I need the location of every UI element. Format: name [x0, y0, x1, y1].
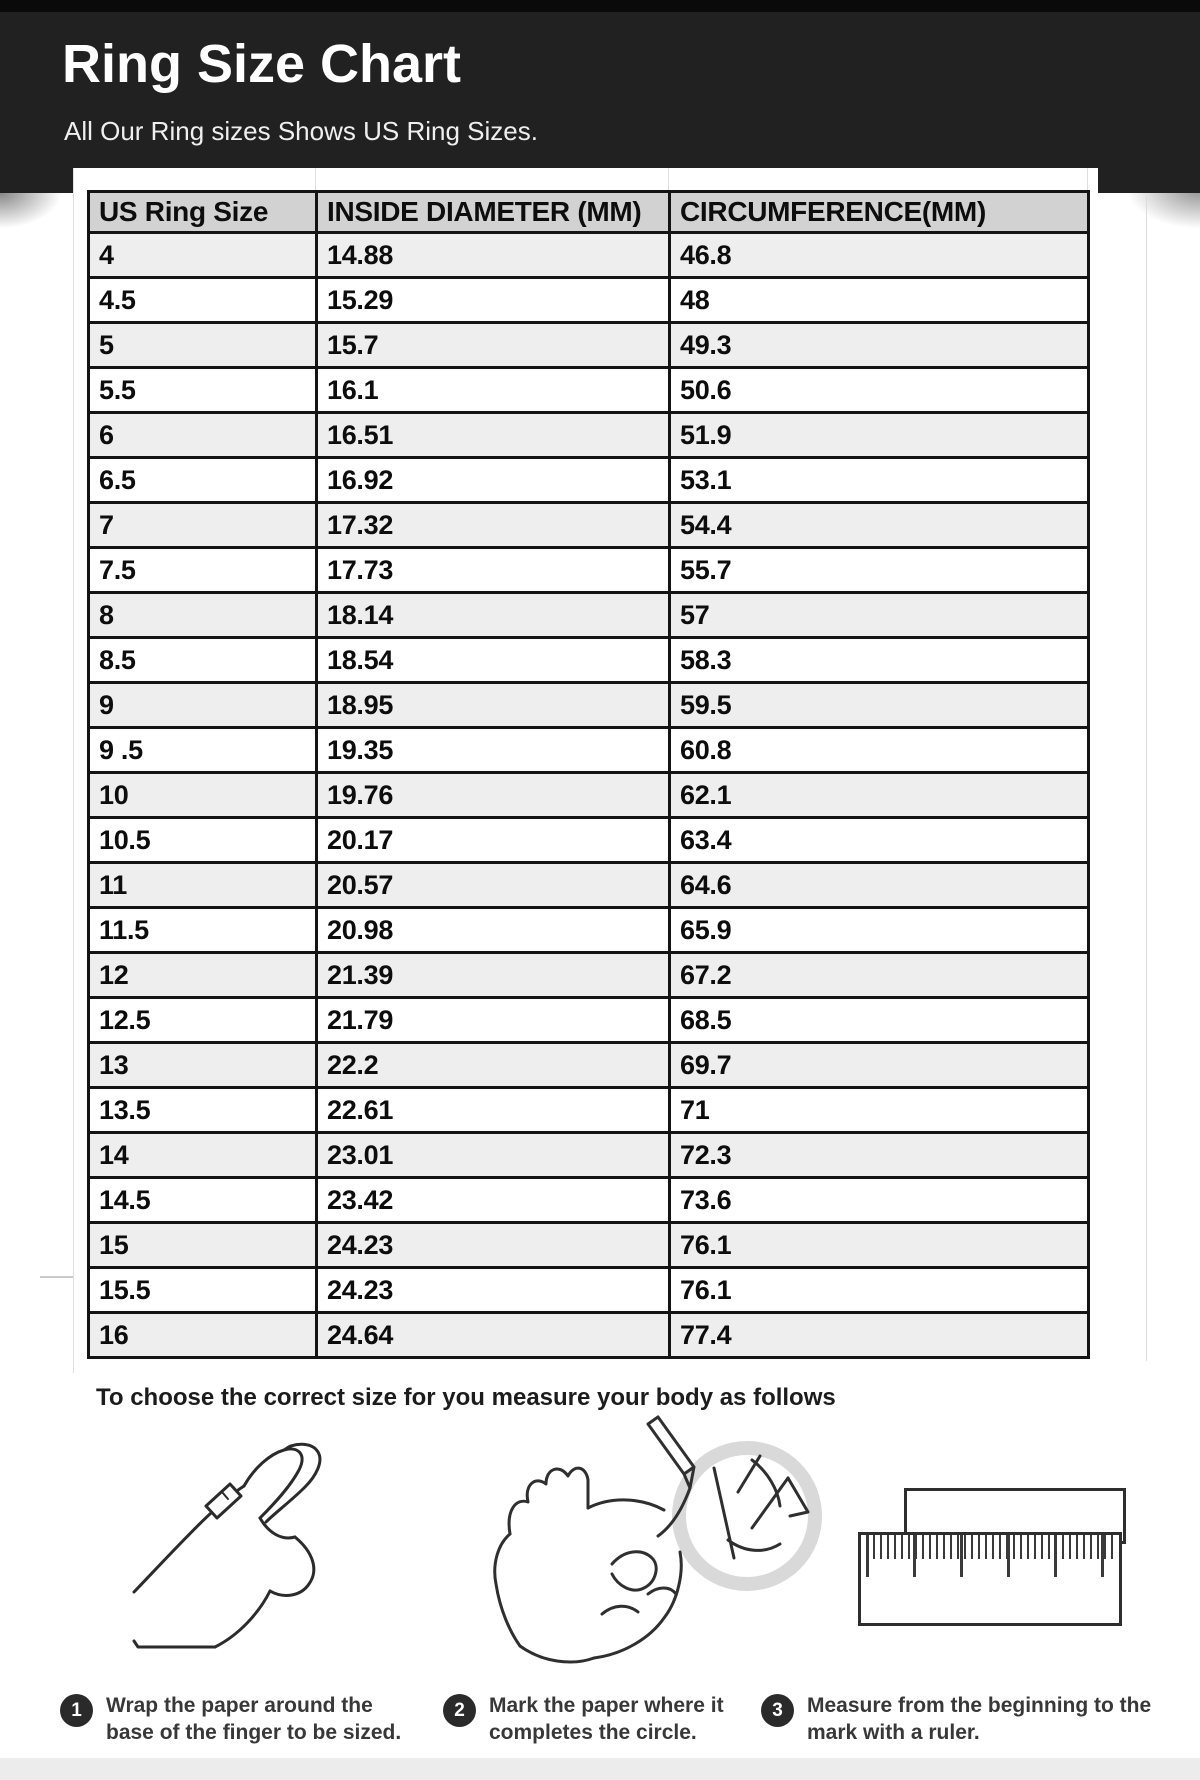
step-1-number-badge: 1 [60, 1694, 93, 1727]
column-header-us-ring-size: US Ring Size [89, 192, 317, 233]
header-band [0, 0, 1200, 193]
table-cell: 76.1 [670, 1223, 1089, 1268]
table-cell: 9 [89, 683, 317, 728]
step-3-text: Measure from the beginning to the mark with a ruler. [807, 1694, 1152, 1745]
table-cell: 76.1 [670, 1268, 1089, 1313]
hand-mark-illustration [452, 1412, 832, 1682]
table-cell: 20.57 [317, 863, 670, 908]
table-cell: 49.3 [670, 323, 1089, 368]
measure-instruction-heading: To choose the correct size for you measure your body as follows [96, 1384, 836, 1411]
column-gridline-stub [668, 168, 669, 190]
ribbon-left-fold-shadow [0, 192, 80, 244]
table-cell: 14.88 [317, 233, 670, 278]
table-cell: 7 [89, 503, 317, 548]
ribbon-right-fold-shadow [1105, 188, 1200, 246]
table-cell: 46.8 [670, 233, 1089, 278]
table-row [89, 773, 1089, 818]
table-row [89, 1313, 1089, 1358]
table-row [89, 1088, 1089, 1133]
table-row [89, 413, 1089, 458]
table-row [89, 503, 1089, 548]
table-cell: 73.6 [670, 1178, 1089, 1223]
table-cell: 19.76 [317, 773, 670, 818]
step-1 [60, 1692, 416, 1747]
table-cell: 54.4 [670, 503, 1089, 548]
hand-wrap-drawing [118, 1442, 358, 1677]
table-cell: 10.5 [89, 818, 317, 863]
table-cell: 77.4 [670, 1313, 1089, 1358]
step-2-number-badge: 2 [443, 1694, 476, 1727]
table-cell: 12.5 [89, 998, 317, 1043]
table-cell: 17.73 [317, 548, 670, 593]
table-cell: 58.3 [670, 638, 1089, 683]
ruler-body [858, 1532, 1122, 1626]
table-row [89, 638, 1089, 683]
table-cell: 22.2 [317, 1043, 670, 1088]
ring-size-table [87, 190, 1090, 1359]
table-cell: 24.64 [317, 1313, 670, 1358]
table-cell: 18.14 [317, 593, 670, 638]
table-cell: 8 [89, 593, 317, 638]
table-cell: 16 [89, 1313, 317, 1358]
table-row [89, 953, 1089, 998]
step-3 [761, 1692, 1187, 1747]
table-cell: 51.9 [670, 413, 1089, 458]
table-cell: 16.92 [317, 458, 670, 503]
table-cell: 12 [89, 953, 317, 998]
column-header-circumference: CIRCUMFERENCE(MM) [670, 192, 1089, 233]
ruler-ticks [866, 1535, 1114, 1579]
table-cell: 6.5 [89, 458, 317, 503]
table-cell: 4.5 [89, 278, 317, 323]
table-cell: 53.1 [670, 458, 1089, 503]
table-cell: 64.6 [670, 863, 1089, 908]
ruler-illustration [858, 1488, 1126, 1628]
step-1-text: Wrap the paper around the base of the finger to be sized. [106, 1694, 402, 1745]
table-cell: 55.7 [670, 548, 1089, 593]
table-cell: 69.7 [670, 1043, 1089, 1088]
table-cell: 13 [89, 1043, 317, 1088]
table-cell: 4 [89, 233, 317, 278]
table-cell: 68.5 [670, 998, 1089, 1043]
table-cell: 6 [89, 413, 317, 458]
table-cell: 15.5 [89, 1268, 317, 1313]
right-gridline-artifact [1146, 196, 1147, 1361]
column-gridline-stub [1087, 168, 1088, 190]
table-cell: 63.4 [670, 818, 1089, 863]
table-cell: 11 [89, 863, 317, 908]
table-cell: 19.35 [317, 728, 670, 773]
hand-wrap-illustration [118, 1442, 358, 1677]
table-cell: 16.1 [317, 368, 670, 413]
table-row [89, 728, 1089, 773]
table-cell: 14 [89, 1133, 317, 1178]
bottom-gray-strip [0, 1758, 1200, 1780]
table-cell: 13.5 [89, 1088, 317, 1133]
left-gridline-artifact [40, 1276, 73, 1278]
table-row [89, 683, 1089, 728]
table-row [89, 908, 1089, 953]
table-row [89, 458, 1089, 503]
table-cell: 16.51 [317, 413, 670, 458]
table-cell: 67.2 [670, 953, 1089, 998]
table-cell: 15.7 [317, 323, 670, 368]
table-cell: 14.5 [89, 1178, 317, 1223]
table-row [89, 1178, 1089, 1223]
table-cell: 15.29 [317, 278, 670, 323]
table-row [89, 278, 1089, 323]
step-2-text: Mark the paper where it completes the circle. [489, 1694, 724, 1745]
table-cell: 20.98 [317, 908, 670, 953]
table-cell: 20.17 [317, 818, 670, 863]
column-gridline-stub [315, 168, 316, 190]
table-row [89, 593, 1089, 638]
table-cell: 60.8 [670, 728, 1089, 773]
page-subtitle: All Our Ring sizes Shows US Ring Sizes. [64, 116, 538, 146]
table-header-row [89, 192, 1089, 233]
table-cell: 9 .5 [89, 728, 317, 773]
table-row [89, 818, 1089, 863]
table-cell: 71 [670, 1088, 1089, 1133]
table-cell: 5.5 [89, 368, 317, 413]
table-cell: 5 [89, 323, 317, 368]
paper-strip [904, 1488, 1126, 1544]
table-cell: 23.42 [317, 1178, 670, 1223]
table-row [89, 233, 1089, 278]
table-cell: 59.5 [670, 683, 1089, 728]
table-cell: 15 [89, 1223, 317, 1268]
table-cell: 50.6 [670, 368, 1089, 413]
table-row [89, 863, 1089, 908]
table-row [89, 548, 1089, 593]
table-cell: 17.32 [317, 503, 670, 548]
table-cell: 22.61 [317, 1088, 670, 1133]
table-cell: 18.95 [317, 683, 670, 728]
table-cell: 57 [670, 593, 1089, 638]
table-cell: 23.01 [317, 1133, 670, 1178]
table-cell: 8.5 [89, 638, 317, 683]
table-cell: 21.79 [317, 998, 670, 1043]
table-cell: 10 [89, 773, 317, 818]
table-row [89, 1223, 1089, 1268]
table-cell: 11.5 [89, 908, 317, 953]
table-row [89, 1268, 1089, 1313]
table-row [89, 368, 1089, 413]
table-body [89, 233, 1089, 1358]
table-cell: 72.3 [670, 1133, 1089, 1178]
table-cell: 62.1 [670, 773, 1089, 818]
table-cell: 65.9 [670, 908, 1089, 953]
table-cell: 24.23 [317, 1223, 670, 1268]
table-row [89, 1133, 1089, 1178]
table-row [89, 998, 1089, 1043]
table-cell: 24.23 [317, 1268, 670, 1313]
step-2 [443, 1692, 757, 1747]
table-cell: 21.39 [317, 953, 670, 998]
table-cell: 48 [670, 278, 1089, 323]
step-3-number-badge: 3 [761, 1694, 794, 1727]
hand-mark-drawing [452, 1412, 832, 1682]
table-cell: 18.54 [317, 638, 670, 683]
table-cell: 7.5 [89, 548, 317, 593]
table-row [89, 323, 1089, 368]
column-header-inside-diameter: INSIDE DIAMETER (MM) [317, 192, 670, 233]
table-row [89, 1043, 1089, 1088]
page-title: Ring Size Chart [62, 34, 462, 94]
size-table-sheet [73, 168, 1098, 1373]
